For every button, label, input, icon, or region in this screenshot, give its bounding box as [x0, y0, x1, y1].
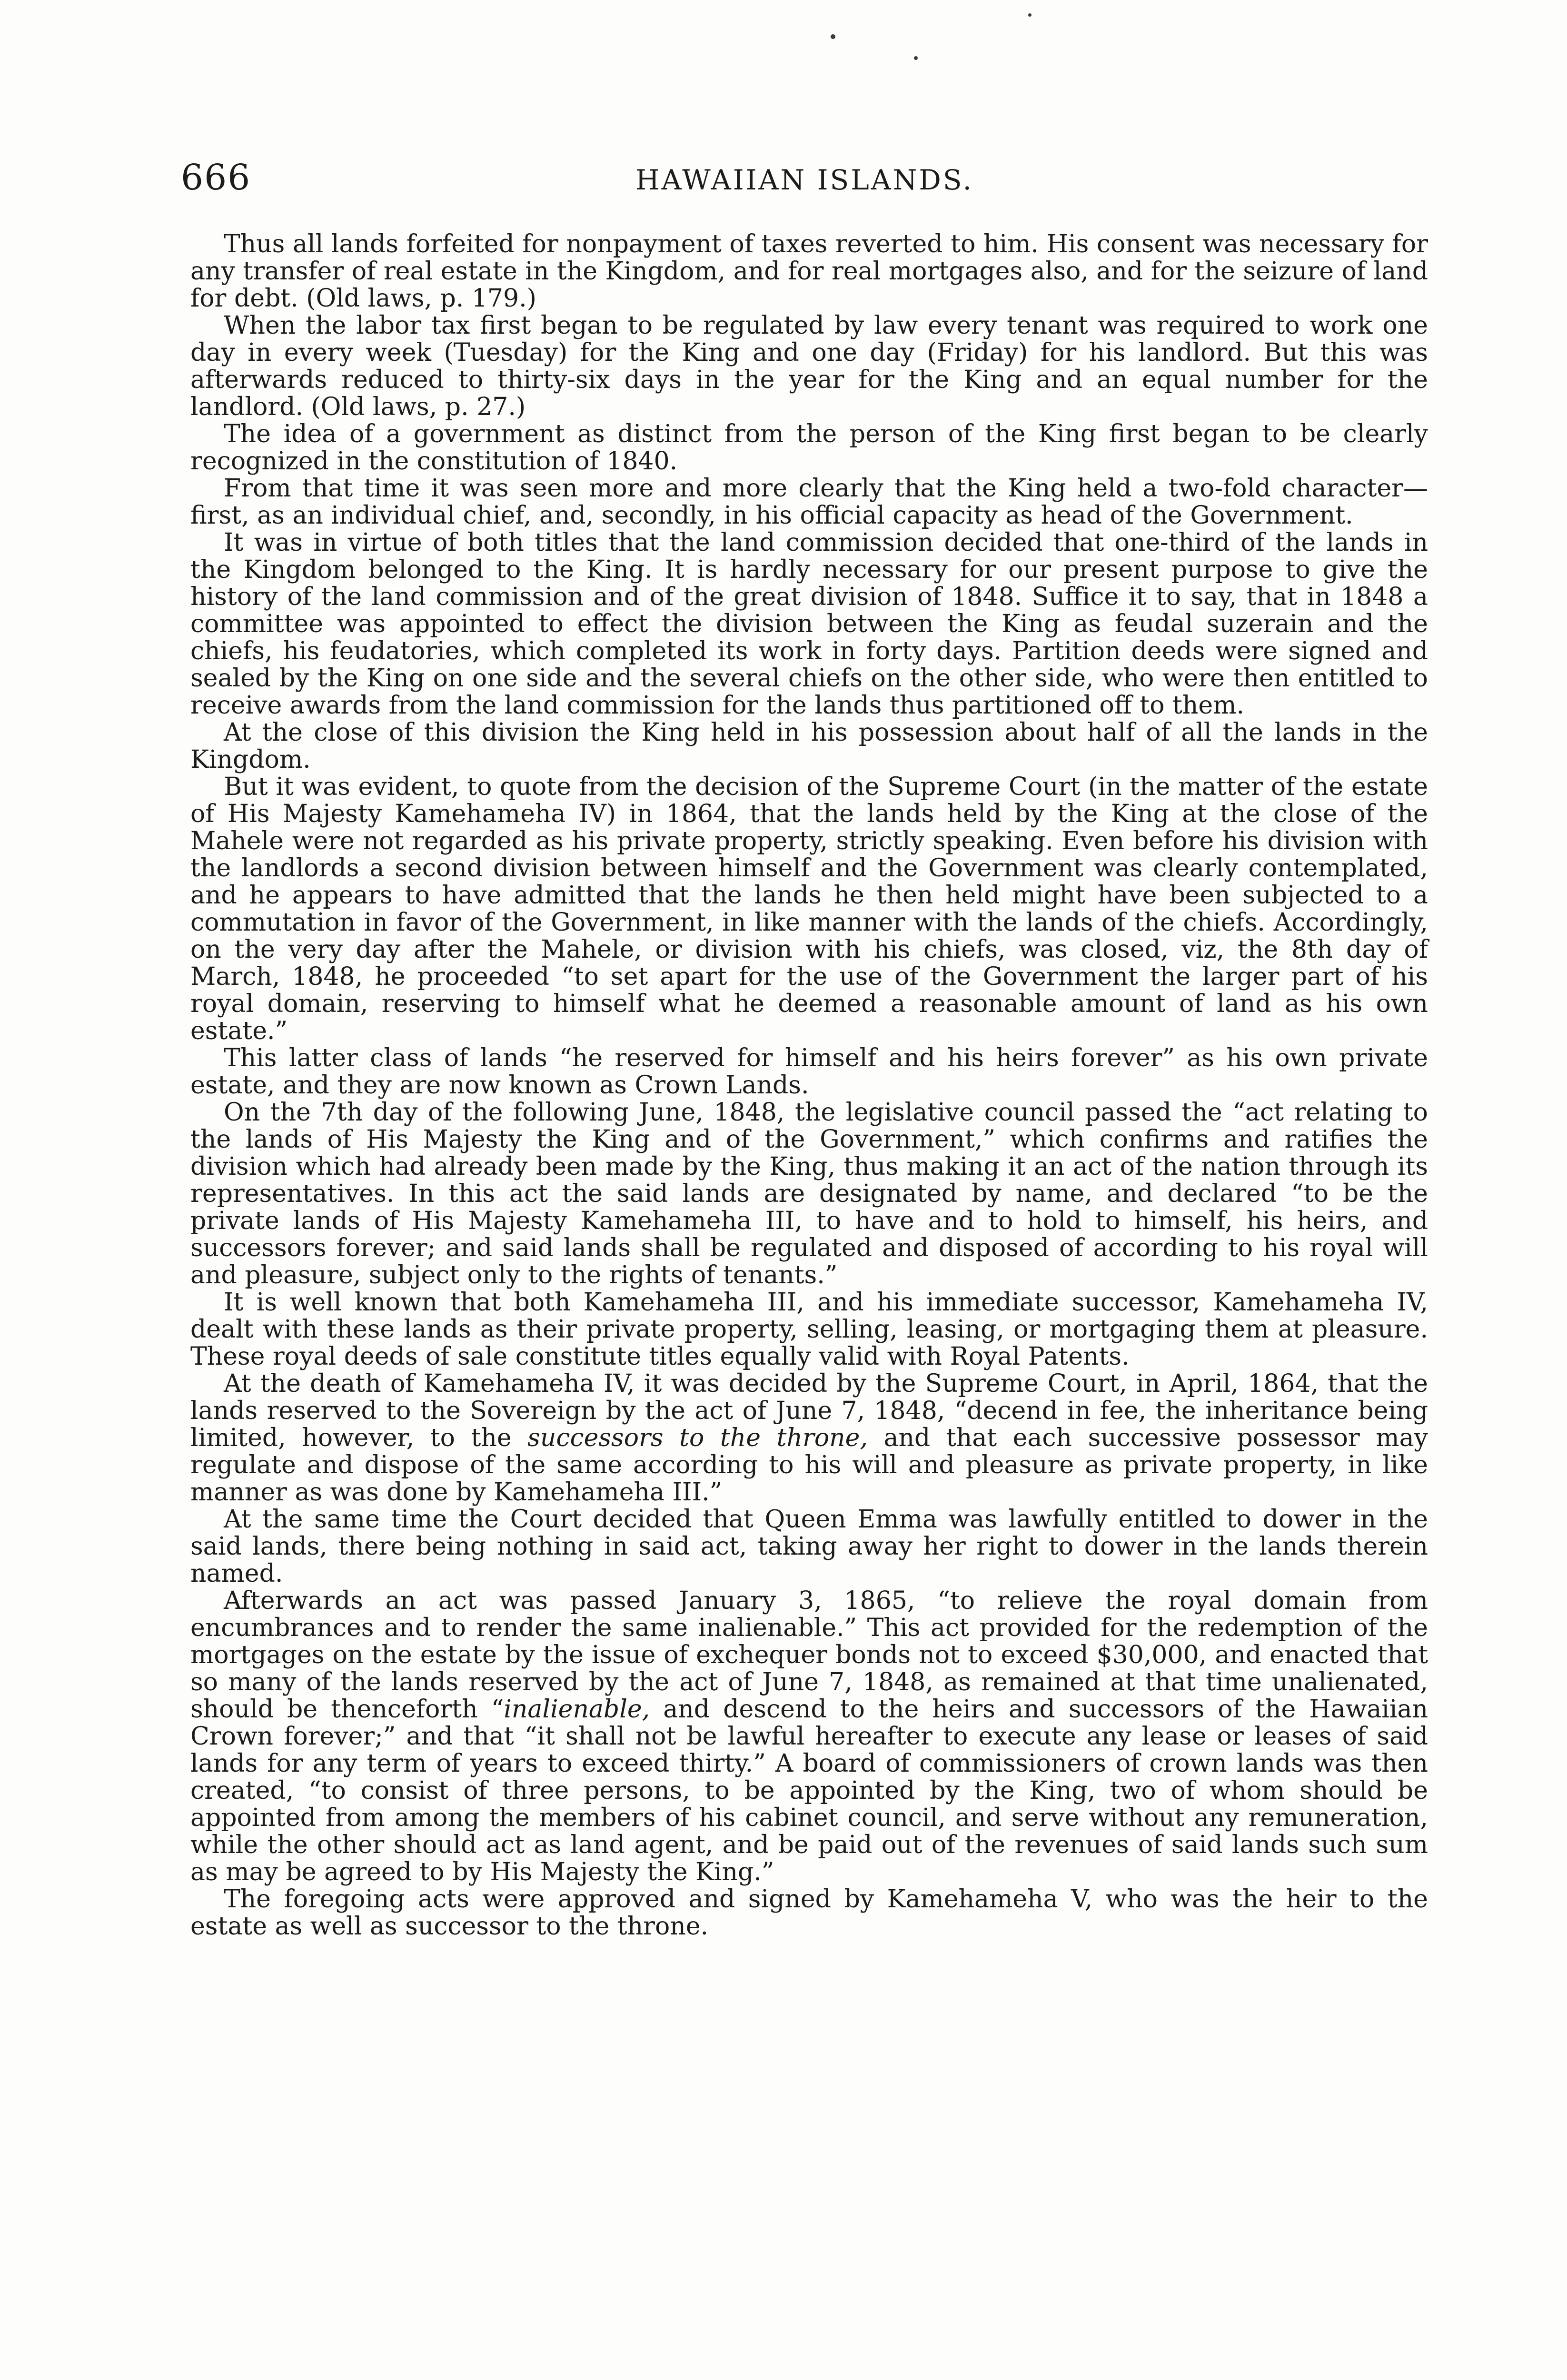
paragraph: It was in virtue of both titles that the land commission decided that one-third of the lands in the Kingdom belonged to the King. It is hardly necessary for our present purpose to give the history of the land commission and of the great division of 1848. Suffice it to say, that in 1848 a committee was appointed to effect the division between the King as feudal suzerain and the chiefs, his feudatories, which completed its work in forty days. Partition deeds were signed and sealed by the King on one side and the several chiefs on the other side, who were then entitled to receive awards from the land commission for the lands thus partitioned off to them.: [190, 528, 1428, 720]
paragraph: Thus all lands forfeited for nonpayment of taxes reverted to him. His consent was necessary for any transfer of real estate in the Kingdom, and for real mortgages also, and for the seizure of land for debt. (Old laws, p. 179.): [190, 230, 1428, 313]
text-run: Afterwards an act was passed January 3, 1865, “to relieve the royal domain from encumbrances and to render the same inalienable.” This act provided for the redemption of the mortgages on the estate by the issue of exchequer bonds not to exceed $30,000, and enacted that so many of the lands reserved by the act of June 7, 1848, as remained at that time unalienated, should be thenceforth “: [190, 1587, 1428, 1724]
print-speck: [1028, 13, 1031, 17]
paragraph: But it was evident, to quote from the decision of the Supreme Court (in the matter of the estate of His Majesty Kamehameha IV) in 1864, that the lands held by the King at the close of the Mahele were not regarded as his private property, strictly speaking. Even before his division with the landlords a second division between himself and the Government was clearly contemplated, and he appears to have admitted that the lands he then held might have been subjected to a commutation in favor of the Government, in like manner with the lands of the chiefs. Accordingly, on the very day after the Mahele, or division with his chiefs, was closed, viz, the 8th day of March, 1848, he proceeded “to set apart for the use of the Government the larger part of his royal domain, reserving to himself what he deemed a reasonable amount of land as his own estate.”: [190, 773, 1428, 1045]
page-header: [181, 157, 1428, 209]
print-speck: [831, 34, 835, 39]
italic-phrase: inalienable,: [504, 1695, 650, 1724]
italic-phrase: successors to the throne,: [527, 1424, 868, 1452]
paragraph: It is well known that both Kamehameha III, and his immediate successor, Kamehameha IV, dealt with these lands as their private property, selling, leasing, or mortgaging them at pleasure. These royal deeds of sale constitute titles equally valid with Royal Patents.: [190, 1288, 1428, 1371]
text-run: and that each successive possessor may regulate and dispose of the same according to his will and pleasure as private property, in like manner as was done by Kamehameha III.”: [190, 1424, 1428, 1507]
paragraph-court-decision: [190, 1370, 1428, 1506]
paragraph: The idea of a government as distinct from the person of the King first began to be clearly recognized in the constitution of 1840.: [190, 420, 1428, 476]
paragraph-final: The foregoing acts were approved and signed by Kamehameha V, who was the heir to the estate as well as successor to the throne.: [190, 1885, 1428, 1941]
print-speck: [914, 56, 918, 60]
paragraph-queen-emma: At the same time the Court decided that Queen Emma was lawfully entitled to dower in the said lands, there being nothing in said act, taking away her right to dower in the lands therein named.: [190, 1505, 1428, 1588]
paragraph: At the close of this division the King held in his possession about half of all the lands in the Kingdom.: [190, 718, 1428, 774]
text-run: and descend to the heirs and successors of the Hawaiian Crown forever;” and that “it shall not be lawful hereafter to execute any lease or leases of said lands for any term of years to exceed thirty.” A board of commissioners of crown lands was then created, “to consist of three persons, to be appointed by the King, two of whom should be appointed from among the members of his cabinet council, and serve without any remuneration, while the other should act as land agent, and be paid out of the revenues of said lands such sum as may be agreed to by His Majesty the King.”: [190, 1695, 1428, 1886]
paragraph: This latter class of lands “he reserved for himself and his heirs forever” as his own private estate, and they are now known as Crown Lands.: [190, 1044, 1428, 1100]
page-number: 666: [181, 157, 251, 198]
running-head: HAWAIIAN ISLANDS.: [635, 164, 974, 196]
paragraph: When the labor tax first began to be regulated by law every tenant was required to work one day in every week (Tuesday) for the King and one day (Friday) for his landlord. But this was afterwards reduced to thirty-six days in the year for the King and an equal number for the landlord. (Old laws, p. 27.): [190, 311, 1428, 421]
body-text: [190, 231, 1428, 1940]
paragraph: From that time it was seen more and more clearly that the King held a two-fold character—first, as an individual chief, and, secondly, in his official capacity as head of the Government.: [190, 474, 1428, 530]
text-run: At the death of Kamehameha IV, it was decided by the Supreme Court, in April, 1864, that the lands reserved to the Sovereign by the act of June 7, 1848, “decend in fee, the inheritance being limited, however, to the: [190, 1369, 1428, 1452]
paragraph: On the 7th day of the following June, 1848, the legislative council passed the “act relating to the lands of His Majesty the King and of the Government,” which confirms and ratifies the division which had already been made by the King, thus making it an act of the nation through its representatives. In this act the said lands are designated by name, and declared “to be the private lands of His Majesty Kamehameha III, to have and to hold to himself, his heirs, and successors forever; and said lands shall be regulated and disposed of according to his royal will and pleasure, subject only to the rights of tenants.”: [190, 1098, 1428, 1289]
paragraph-act-1865: [190, 1587, 1428, 1886]
